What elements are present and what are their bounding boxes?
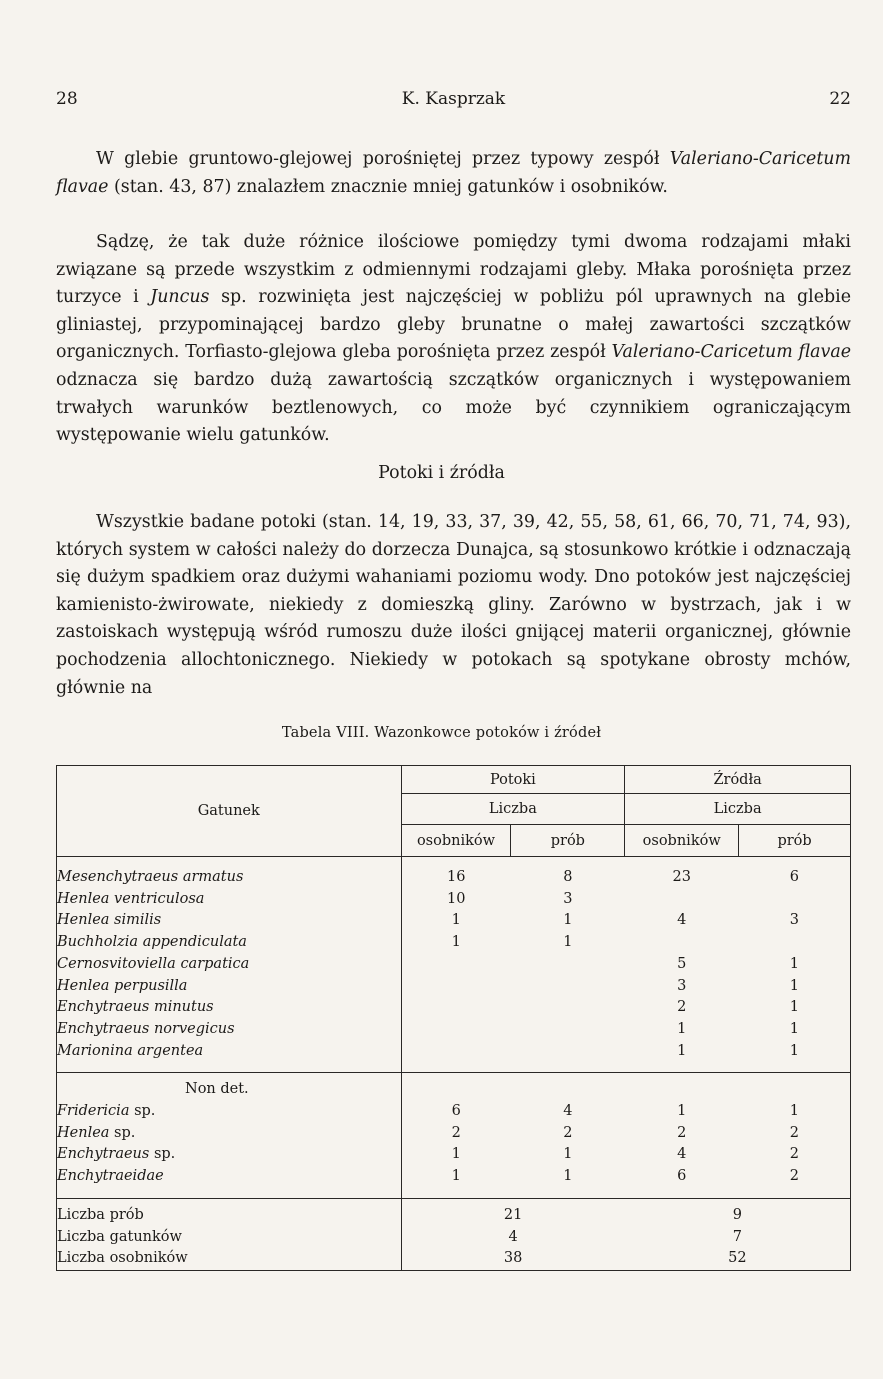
cell [511, 954, 625, 976]
table-row [57, 889, 851, 911]
paragraph-1-text-a: W glebie gruntowo-glejowej porośniętej przez typowy zespół [96, 149, 670, 169]
page-number-left: 28 [56, 89, 78, 109]
paragraph-2-text-a: Sądzę, że tak duże różnice ilościowe pomiędzy tymi dwoma rodzajami młaki związane są przede wszystkim z odmiennymi rodzajami gleby. Młaka porośnięta przez turzyce i [56, 232, 851, 308]
genus-name: Henlea [57, 1124, 110, 1141]
cell: 1 [451, 912, 461, 929]
cell: 1 [789, 1020, 799, 1037]
table-row [57, 1101, 851, 1123]
cell: 6 [451, 1103, 461, 1120]
cell: 3 [789, 912, 799, 929]
running-header [56, 89, 851, 115]
table-row [57, 867, 851, 889]
cell: 6 [677, 1168, 687, 1185]
cell: 1 [789, 977, 799, 994]
paragraph-1 [56, 146, 851, 201]
cell [511, 976, 625, 998]
paragraph-3: Wszystkie badane potoki (stan. 14, 19, 33, 37, 39, 42, 55, 58, 61, 66, 70, 71, 74, 93), których system w całości należy do dorzecza Dunajca, są stosunkowo krótkie i odznaczają się dużym spadkiem oraz dużymi wahaniami poziomu wody. Dno potoków jest najczęściej kamienisto-żwirowate, niekiedy z domieszką gliny. Zarówno w bystrzach, jak i w zastoiskach występują wśród rumoszu duże ilości gnijącej materii organicznej, głównie pochodzenia allochtonicznego. Niekiedy w potokach są spotykane obrosty mchów, głównie na [56, 512, 851, 698]
species-name: Enchytraeus minutus [57, 997, 402, 1019]
summary-zrodla: 7 [732, 1228, 742, 1245]
cell: 16 [447, 869, 466, 885]
cell [739, 932, 851, 954]
header-potoki-osobnikow: osobników [401, 825, 511, 857]
paragraph-2-text-e: odznacza się bardzo dużą zawartością szczątków organicznych i występowaniem trwałych warunków beztlenowych, co może być czynnikiem ograniczającym występowanie wielu gatunków. [56, 369, 851, 446]
header-potoki-prob: prób [511, 825, 625, 857]
cell [401, 997, 511, 1019]
summary-row [57, 1227, 851, 1249]
sp-suffix: sp. [149, 1146, 176, 1163]
cell: 1 [563, 1146, 573, 1163]
header-zrodla-osobnikow: osobników [625, 825, 739, 857]
table-row [57, 1073, 851, 1101]
species-name [57, 1101, 402, 1123]
paragraph-1-text-c: (stan. 43, 87) znalazłem znacznie mniej gatunków i osobników. [108, 176, 668, 197]
species-name: Henlea similis [57, 910, 402, 932]
page-number-right: 22 [829, 89, 851, 109]
species-name: Henlea perpusilla [57, 976, 402, 998]
cell: 2 [451, 1124, 461, 1141]
header-potoki: Potoki [401, 766, 625, 794]
cell: 2 [789, 1146, 799, 1163]
paragraph-2-taxon-juncus: Juncus [150, 287, 210, 308]
species-name [57, 1144, 402, 1166]
section-heading: Potoki i źródła [378, 463, 505, 483]
cell [401, 1019, 511, 1041]
cell: 1 [563, 934, 573, 951]
sp-suffix: sp. [129, 1103, 156, 1120]
paragraph-2-text-c: sp. rozwinięta jest najczęściej w pobliżu pól uprawnych na glebie gliniastej, przypominającej bardzo gleby brunatne o małej zawartości szczątków organicznych. Torfiasto-glejowa gleba porośnięta przez zespół [56, 287, 852, 363]
cell: 1 [563, 1168, 573, 1185]
cell: 1 [789, 1103, 799, 1120]
header-zrodla-liczba: Liczba [625, 794, 851, 825]
cell [401, 976, 511, 998]
cell: 1 [789, 999, 799, 1016]
cell: 1 [563, 912, 573, 929]
paragraph-2 [56, 229, 851, 450]
species-table [56, 765, 851, 1271]
header-zrodla: Źródła [625, 766, 851, 794]
cell [625, 889, 739, 911]
cell [401, 1041, 511, 1063]
header-zrodla-prob: prób [739, 825, 851, 857]
species-name [57, 1123, 402, 1145]
summary-row [57, 1198, 851, 1226]
species-name: Henlea ventriculosa [57, 889, 402, 911]
cell: 1 [789, 955, 799, 972]
table-row [57, 976, 851, 998]
paragraph-1-taxon: Valeriano-Caricetum flavae [56, 149, 851, 197]
summary-label: Liczba prób [57, 1198, 402, 1226]
summary-zrodla: 52 [728, 1250, 747, 1267]
cell: 23 [672, 869, 691, 885]
cell: 1 [451, 934, 461, 951]
species-name: Enchytraeus norvegicus [57, 1019, 402, 1041]
table-row [57, 1123, 851, 1145]
cell: 10 [447, 890, 466, 907]
species-name: Cernosvitoviella carpatica [57, 954, 402, 976]
cell: 8 [563, 869, 573, 885]
summary-potoki: 21 [401, 1198, 625, 1226]
cell [511, 1019, 625, 1041]
cell: 1 [789, 1042, 799, 1059]
cell: 1 [451, 1146, 461, 1163]
cell: 1 [677, 1042, 687, 1059]
header-species: Gatunek [57, 766, 402, 857]
genus-name: Fridericia [57, 1103, 130, 1120]
species-name: Buchholzia appendiculata [57, 932, 402, 954]
table-row [57, 1144, 851, 1166]
cell: 2 [563, 1124, 573, 1141]
cell [625, 932, 739, 954]
paragraph-2-taxon-valeriano: Valeriano-Caricetum flavae [611, 342, 852, 363]
cell: 4 [677, 1146, 687, 1163]
cell: 2 [677, 999, 687, 1016]
cell: 6 [789, 869, 799, 885]
header-potoki-liczba: Liczba [401, 794, 625, 825]
cell: 3 [563, 890, 573, 907]
summary-label: Liczba gatunków [57, 1227, 402, 1249]
cell: 1 [677, 1103, 687, 1120]
sp-suffix: sp. [109, 1124, 136, 1141]
cell: 4 [563, 1103, 573, 1120]
cell: 2 [789, 1124, 799, 1141]
summary-potoki: 38 [503, 1250, 523, 1267]
cell [739, 889, 851, 911]
summary-row [57, 1248, 851, 1270]
table-caption: Tabela VIII. Wazonkowce potoków i źródeł [281, 725, 602, 741]
table-row [57, 1041, 851, 1063]
non-det-label: Non det. [57, 1073, 402, 1101]
table-row [57, 910, 851, 932]
cell [511, 997, 625, 1019]
cell: 2 [677, 1124, 687, 1141]
cell: 3 [677, 977, 687, 994]
table-row [57, 954, 851, 976]
table-row [57, 1166, 851, 1188]
running-head-author: K. Kasprzak [401, 89, 506, 109]
cell: 4 [677, 912, 687, 929]
species-name: Marionina argentea [57, 1041, 402, 1063]
table-row [57, 932, 851, 954]
cell: 2 [789, 1168, 799, 1185]
cell: 1 [677, 1020, 687, 1037]
table-row [57, 1019, 851, 1041]
summary-zrodla: 9 [625, 1198, 851, 1226]
cell: 5 [677, 955, 687, 972]
species-name: Mesenchytraeus armatus [57, 867, 402, 889]
species-name [57, 1166, 402, 1188]
genus-name: Enchytraeus [57, 1146, 150, 1163]
cell: 1 [451, 1168, 461, 1185]
summary-label: Liczba osobników [57, 1248, 402, 1270]
cell [511, 1041, 625, 1063]
family-name: Enchytraeidae [57, 1168, 164, 1185]
summary-potoki: 4 [508, 1228, 518, 1245]
table-row [57, 997, 851, 1019]
cell [401, 954, 511, 976]
